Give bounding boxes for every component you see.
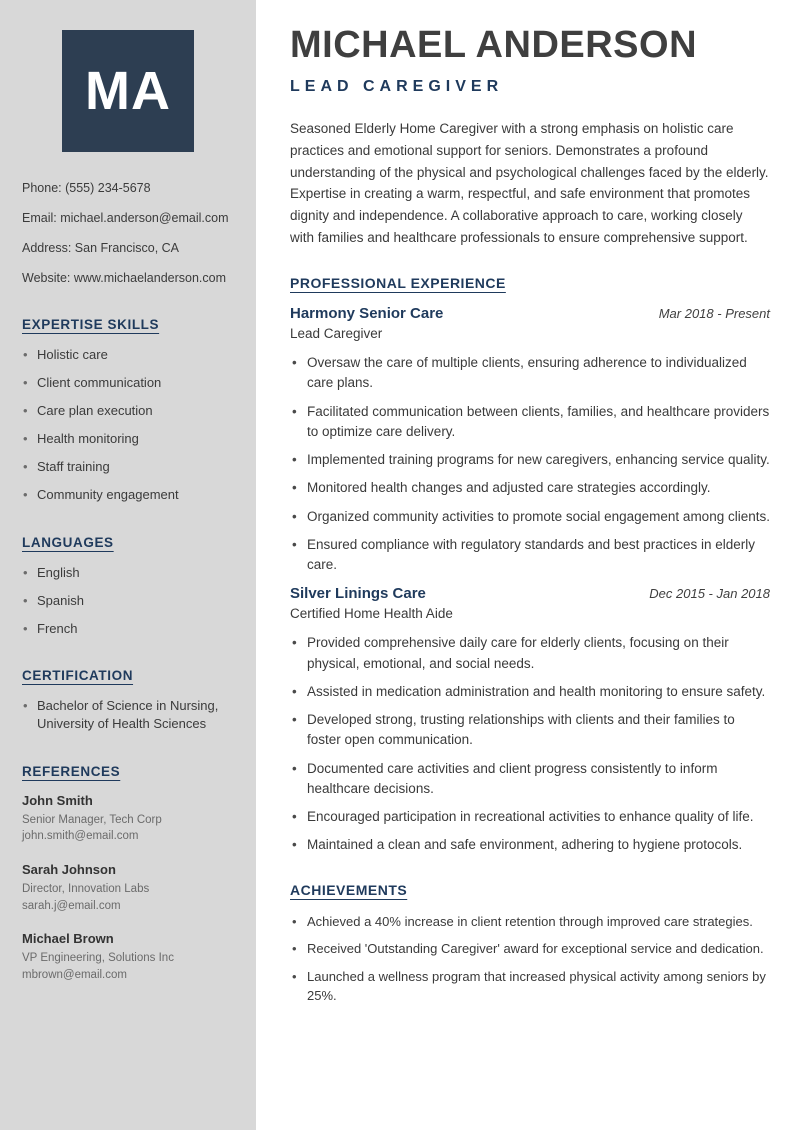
- sidebar-section-certification: [22, 668, 234, 733]
- contact-info: [22, 180, 234, 287]
- certification-section-title: CERTIFICATION: [22, 668, 134, 684]
- reference-entry: [22, 931, 234, 983]
- reference-email: john.smith@email.com: [22, 830, 139, 843]
- reference-role: VP Engineering, Solutions Inc: [22, 952, 174, 965]
- reference-name: John Smith: [22, 792, 93, 808]
- job-dates: Dec 2015 - Jan 2018: [649, 586, 770, 602]
- bullet-item: • Provided comprehensive daily care for elderly clients, focusing on their physical, emotional, and social needs.: [290, 633, 770, 674]
- person-job-title: LEAD CAREGIVER: [290, 77, 504, 95]
- sidebar: [0, 0, 256, 1130]
- reference-role: Director, Innovation Labs: [22, 882, 150, 895]
- certification-list: [22, 697, 234, 733]
- bullet-item: • Monitored health changes and adjusted care strategies accordingly.: [290, 478, 770, 498]
- company-name: Silver Linings Care: [290, 585, 426, 603]
- bullet-item: • Launched a wellness program that increased physical activity among seniors by 25%.: [290, 967, 770, 1006]
- reference-role: Senior Manager, Tech Corp: [22, 813, 162, 826]
- list-item: • Bachelor of Science in Nursing, University of Health Sciences: [22, 697, 234, 733]
- list-item: • Holistic care: [22, 346, 234, 364]
- contact-phone: Phone: (555) 234-5678: [22, 181, 151, 195]
- resume-main: [256, 0, 800, 1130]
- job-dates: Mar 2018 - Present: [658, 306, 770, 322]
- job-bullet-list: [290, 353, 770, 575]
- monogram-text: MA: [85, 61, 171, 121]
- job-header: [290, 305, 770, 322]
- skills-section-title: EXPERTISE SKILLS: [22, 316, 160, 332]
- contact-email: Email: michael.anderson@email.com: [22, 210, 229, 225]
- bullet-item: • Facilitated communication between clients, families, and healthcare providers to optimize care delivery.: [290, 402, 770, 443]
- languages-section-title: LANGUAGES: [22, 534, 114, 550]
- list-item: • Client communication: [22, 374, 234, 392]
- person-name: MICHAEL ANDERSON: [290, 24, 698, 66]
- list-item: • English: [22, 564, 234, 582]
- reference-entry: [22, 793, 234, 845]
- bullet-item: • Maintained a clean and safe environment, adhering to hygiene protocols.: [290, 835, 770, 855]
- reference-name: Michael Brown: [22, 931, 114, 947]
- contact-website: Website: www.michaelanderson.com: [22, 270, 227, 285]
- reference-name: Sarah Johnson: [22, 861, 116, 877]
- sidebar-section-skills: [22, 317, 234, 505]
- bullet-item: • Documented care activities and client progress consistently to inform healthcare decisions.: [290, 759, 770, 800]
- bullet-item: • Organized community activities to promote social engagement among clients.: [290, 507, 770, 527]
- sidebar-section-references: [22, 764, 234, 984]
- summary-paragraph: Seasoned Elderly Home Caregiver with a strong emphasis on holistic care practices and emotional support for seniors. Demonstrates a profound understanding of the physical and psychological challenges faced by the elderly. Expertise in creating a warm, respectful, and safe environment that promotes dignity and independence. A collaborative approach to care, working closely with families and healthcare professionals to ensure comprehensive support.: [290, 120, 769, 246]
- reference-email: mbrown@email.com: [22, 968, 127, 981]
- job-entry: [290, 305, 770, 575]
- bullet-item: • Encouraged participation in recreational activities to enhance quality of life.: [290, 807, 770, 827]
- reference-email: sarah.j@email.com: [22, 899, 121, 912]
- company-name: Harmony Senior Care: [290, 305, 444, 323]
- list-item: • Community engagement: [22, 486, 234, 504]
- references-section-title: REFERENCES: [22, 763, 121, 779]
- job-role: Lead Caregiver: [290, 326, 383, 342]
- contact-address: Address: San Francisco, CA: [22, 240, 180, 255]
- job-bullet-list: [290, 633, 770, 855]
- list-item: • Staff training: [22, 458, 234, 476]
- job-header: [290, 585, 770, 602]
- bullet-item: • Oversaw the care of multiple clients, ensuring adherence to individualized care plans.: [290, 353, 770, 394]
- languages-list: [22, 564, 234, 639]
- list-item: • French: [22, 620, 234, 638]
- experience-section-heading: PROFESSIONAL EXPERIENCE: [290, 275, 506, 292]
- achievements-list: [290, 912, 770, 1006]
- sidebar-section-languages: [22, 535, 234, 639]
- reference-entry: [22, 862, 234, 914]
- list-item: • Spanish: [22, 592, 234, 610]
- job-role: Certified Home Health Aide: [290, 606, 453, 622]
- monogram-badge: [62, 30, 194, 152]
- list-item: • Care plan execution: [22, 402, 234, 420]
- job-entry: [290, 585, 770, 855]
- skills-list: [22, 346, 234, 505]
- bullet-item: • Ensured compliance with regulatory standards and best practices in elderly care.: [290, 535, 770, 576]
- bullet-item: • Assisted in medication administration and health monitoring to ensure safety.: [290, 682, 770, 702]
- bullet-item: • Developed strong, trusting relationships with clients and their families to foster open communication.: [290, 710, 770, 751]
- bullet-item: • Achieved a 40% increase in client retention through improved care strategies.: [290, 912, 770, 932]
- bullet-item: • Received 'Outstanding Caregiver' award for exceptional service and dedication.: [290, 939, 770, 959]
- bullet-item: • Implemented training programs for new caregivers, enhancing service quality.: [290, 450, 770, 470]
- achievements-section-heading: ACHIEVEMENTS: [290, 881, 408, 898]
- list-item: • Health monitoring: [22, 430, 234, 448]
